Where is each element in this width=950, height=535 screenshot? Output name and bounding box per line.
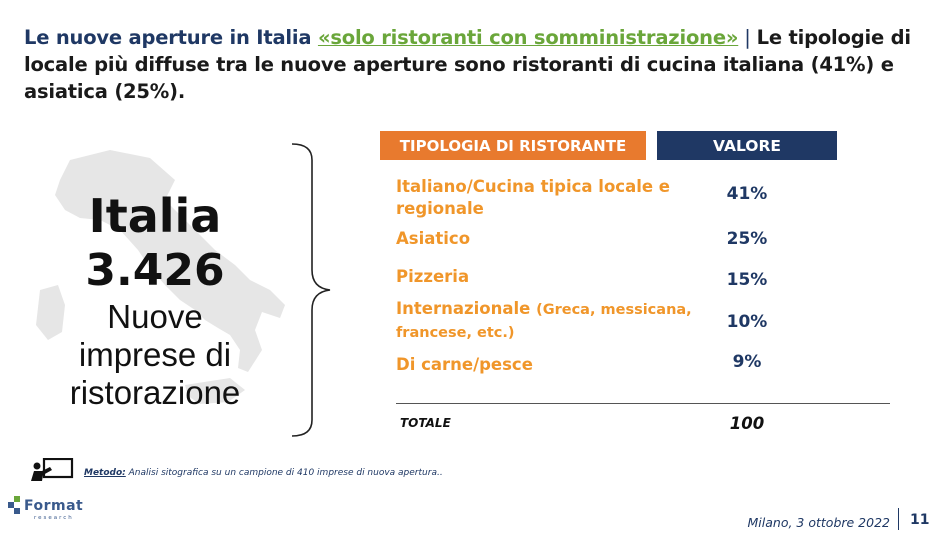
presentation-icon	[30, 458, 74, 482]
title-part2: Le tipologie di locale più diffuse tra le nuove aperture sono ristoranti di cucina italiana (41%) e asiatica (25%).	[24, 26, 911, 103]
method-note	[84, 468, 443, 478]
logo-word: Format	[24, 498, 84, 514]
row-label-note: (Greca, messicana, francese, etc.)	[396, 302, 692, 341]
stats-desc-line1: Nuove	[107, 298, 203, 335]
logo-mark-icon	[8, 496, 24, 516]
total-label: TOTALE	[400, 416, 451, 430]
slide-title	[24, 24, 924, 105]
row-value: 9%	[732, 352, 762, 372]
title-separator: |	[738, 26, 757, 49]
row-label: Asiatico	[396, 229, 471, 248]
new-businesses-count: 3.426	[85, 245, 225, 296]
country-name: Italia	[88, 189, 222, 243]
title-highlight-link[interactable]: «solo ristoranti con somministrazione»	[317, 26, 739, 49]
curly-brace-icon	[290, 140, 334, 440]
total-divider	[396, 403, 890, 404]
row-label-main: Internazionale	[396, 299, 537, 318]
method-label: Metodo:	[84, 468, 126, 478]
row-label-international	[396, 298, 726, 344]
stats-block	[20, 188, 290, 412]
footer-location-date: Milano, 3 ottobre 2022	[747, 515, 890, 530]
row-value: 15%	[726, 270, 768, 290]
stats-desc-line2: imprese di	[78, 336, 232, 373]
row-value: 10%	[726, 312, 768, 332]
row-label: Pizzeria	[396, 267, 470, 286]
header-restaurant-type: TIPOLOGIA DI RISTORANTE	[380, 131, 646, 160]
method-text: Analisi sitografica su un campione di 410 imprese di nuova apertura..	[125, 468, 443, 478]
page-number: 11	[910, 512, 930, 528]
row-label: Italiano/Cucina tipica locale e regionale	[396, 177, 670, 218]
row-value: 41%	[726, 184, 768, 204]
company-logo	[8, 492, 98, 532]
title-part1: Le nuove aperture in Italia	[24, 26, 318, 49]
row-value: 25%	[726, 229, 768, 249]
stats-desc-line3: ristorazione	[69, 374, 241, 411]
total-value: 100	[729, 414, 765, 433]
footer-separator	[898, 508, 899, 530]
row-label: Di carne/pesce	[396, 355, 533, 374]
logo-sub: research	[34, 515, 74, 521]
header-value: VALORE	[657, 131, 837, 160]
